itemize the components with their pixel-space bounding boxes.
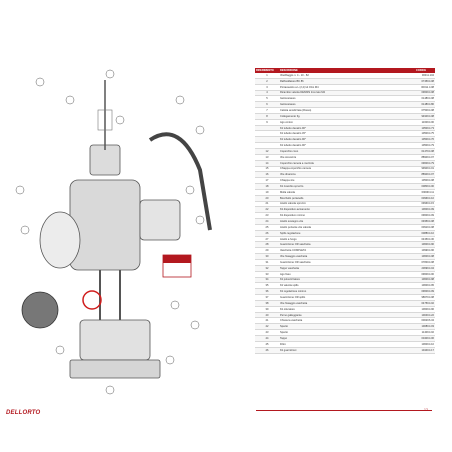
cell-code: 0960K4.09 — [415, 289, 435, 295]
cell-reference: 40 — [255, 312, 279, 318]
cell-description: Gettonetasso — [279, 102, 415, 108]
bowl-base — [70, 360, 160, 378]
cell-code: 0750K4.08 — [415, 108, 435, 114]
cell-reference: 14 — [255, 160, 279, 166]
cell-code: 1050K4.08 — [415, 178, 435, 184]
cell-description: Calotta anodizzata (Rosso) — [279, 108, 415, 114]
cell-code: 0002K6.34 — [415, 318, 435, 324]
cell-reference: 21 — [255, 201, 279, 207]
cell-code: 1050K4.76 — [415, 137, 435, 143]
cell-reference: 43 — [255, 330, 279, 336]
cell-code: 0091K4.08 — [415, 224, 435, 230]
cell-code: 9490K4.08 — [415, 113, 435, 119]
cell-reference: 42 — [255, 324, 279, 330]
cell-code: 9867K4.08 — [415, 295, 435, 301]
cell-description: Vite dinamica — [279, 172, 415, 178]
cell-code: 0935K4.08 — [415, 219, 435, 225]
cell-description: Guarnizione OR vaschetta — [279, 260, 415, 266]
cell-description: Guarnizione OR spillo — [279, 295, 415, 301]
cell-code: 0960K4.00 — [415, 271, 435, 277]
cell-reference: 36 — [255, 289, 279, 295]
cell-reference: 18 — [255, 184, 279, 190]
cell-reference: 41 — [255, 318, 279, 324]
cell-code: 0960K4.09 — [415, 213, 435, 219]
cell-code: 0475K4.02 — [415, 300, 435, 306]
cell-description: Spazio — [279, 324, 415, 330]
cell-code: 0080K4.00 — [415, 184, 435, 190]
cell-reference: 15 — [255, 166, 279, 172]
cell-description: Coperchio cono — [279, 148, 415, 154]
cell-code: 8890K4.07 — [415, 172, 435, 178]
exploded-diagram — [0, 60, 250, 400]
cell-description: Anello valvola spruzzo — [279, 201, 415, 207]
cell-description: Kit ricambio spruzzo — [279, 184, 415, 190]
cell-description: Vite/Raggio n. 4 - 10 - 82 — [279, 73, 415, 78]
parts-table — [255, 68, 435, 354]
cell-reference: 31 — [255, 260, 279, 266]
cell-code: 0960K4.11 — [415, 189, 435, 195]
cell-code: 1060K4.98 — [415, 277, 435, 283]
cell-code: 1060K4.96 — [415, 306, 435, 312]
cell-description: Kit otturatore — [279, 306, 415, 312]
cell-description: Chiappa vite — [279, 178, 415, 184]
cell-reference: 20 — [255, 195, 279, 201]
cell-code: 0147K4.08 — [415, 148, 435, 154]
cell-description: Bocchello portanello — [279, 195, 415, 201]
cell-reference: 29 — [255, 248, 279, 254]
cell-reference: 25 — [255, 224, 279, 230]
cell-code: 8890K4.07 — [415, 154, 435, 160]
cell-code: 1050K4.75 — [415, 131, 435, 137]
intake-tube — [140, 200, 180, 240]
cell-reference: 26 — [255, 230, 279, 236]
page-number: 12 — [424, 408, 428, 412]
cell-code: 1004K4.22 — [415, 312, 435, 318]
cell-code: 0960K4.79 — [415, 160, 435, 166]
cell-code: 1060K4.09 — [415, 207, 435, 213]
cell-reference: 4 — [255, 90, 279, 96]
cell-code: 0784K4.08 — [415, 260, 435, 266]
cell-reference: 16 — [255, 172, 279, 178]
cell-code: 0088K4.10 — [415, 230, 435, 236]
cell-description: Chiusura vaschetta — [279, 318, 415, 324]
cell-code: 2069K4.04 — [415, 265, 435, 271]
column-header-code: CODICE — [415, 68, 435, 73]
cell-description: Guarnizione OR vaschetta — [279, 242, 415, 248]
cell-reference: 34 — [255, 277, 279, 283]
cell-reference: 37 — [255, 295, 279, 301]
cell-reference: 30 — [255, 254, 279, 260]
cell-code: 0148K4.80 — [415, 102, 435, 108]
cell-code: 1060K4.08 — [415, 254, 435, 260]
cell-description: Kit guarnizioni — [279, 347, 415, 353]
cell-description: Vite fissaggio vaschetta — [279, 300, 415, 306]
cell-reference: 39 — [255, 306, 279, 312]
cell-code: 1044K4.17 — [415, 347, 435, 353]
cell-code: 0996K4.15 — [415, 201, 435, 207]
cell-description: Kit dispositivo avviamento — [279, 207, 415, 213]
highlight-ring — [83, 291, 101, 309]
cell-reference: 33 — [255, 271, 279, 277]
cell-reference: 28 — [255, 242, 279, 248]
cell-description: Kit polverizzatore — [279, 277, 415, 283]
cell-code: 1060K4.10 — [415, 341, 435, 347]
column-header-reference: RIFERIMENTO — [255, 68, 279, 73]
cell-description: Vaschetta COMPLETA — [279, 248, 415, 254]
cell-reference: 38 — [255, 300, 279, 306]
cell-code: 1160K4.00 — [415, 119, 435, 125]
cell-code: 0040K4.06 — [415, 335, 435, 341]
cell-reference: 46 — [255, 347, 279, 353]
brand-logo: DELLORTO — [6, 410, 41, 416]
cell-reference: 45 — [255, 341, 279, 347]
cell-description: Anello sostegno vite — [279, 219, 415, 225]
cell-description: Spazio — [279, 330, 415, 336]
parts-table-body — [255, 73, 435, 353]
cell-reference: 1 — [255, 73, 279, 78]
cell-description: Kit tubetto decalco 90° — [279, 137, 415, 143]
air-filter-flange — [40, 212, 80, 268]
cell-description: Kit tubetto decalco 45° — [279, 131, 415, 137]
cell-code: 1140K4.02 — [415, 330, 435, 336]
cell-reference: 23 — [255, 213, 279, 219]
cell-reference: 22 — [255, 207, 279, 213]
cell-description: Ricambio valvola DENNIS Inox lato M4 — [279, 90, 415, 96]
cell-reference: 9 — [255, 119, 279, 125]
carburetor-body — [70, 180, 140, 270]
cell-reference: 2 — [255, 78, 279, 84]
cell-reference: 5 — [255, 96, 279, 102]
cell-description: Raffreddatore BK 86 — [279, 78, 415, 84]
cell-code: 00011.4.08 — [415, 84, 435, 90]
cell-description: Filtro — [279, 341, 415, 347]
cell-description: Vite sicurezza — [279, 154, 415, 160]
cell-reference: 7 — [255, 108, 279, 114]
cell-description: Gettonetasso — [279, 96, 415, 102]
cell-code: 1060K4.90 — [415, 242, 435, 248]
cell-description: Molla valvola — [279, 189, 415, 195]
filter-screen — [22, 292, 58, 328]
cell-description: Kit dispositivo minimo — [279, 213, 415, 219]
cell-description: Perno galleggiante — [279, 312, 415, 318]
cell-code: 0096K4.10 — [415, 195, 435, 201]
cell-description: Kit tubetto decalco 90° — [279, 143, 415, 149]
cell-description: Kit valvola spillo — [279, 283, 415, 289]
cell-code: 00011.104 — [415, 73, 435, 78]
cell-description: Anello portante vite valvola — [279, 224, 415, 230]
cell-reference: 8 — [255, 113, 279, 119]
cell-code: 9990K4.01 — [415, 166, 435, 172]
cell-description: Ago fisso — [279, 271, 415, 277]
cell-reference: 32 — [255, 265, 279, 271]
table-row — [255, 347, 435, 353]
cell-description: Vite fissaggio vaschetta — [279, 254, 415, 260]
float-bowl — [80, 320, 150, 360]
cell-description: Kit regolazione minimo — [279, 289, 415, 295]
cell-code: 1050K4.79 — [415, 143, 435, 149]
brand-badge-header — [163, 255, 191, 263]
cell-reference: 3 — [255, 84, 279, 90]
cell-reference: 35 — [255, 283, 279, 289]
cell-description: Portacavetto a L (2,4) kit Ozio M4 — [279, 84, 415, 90]
cell-description: Spillo regolazione — [279, 230, 415, 236]
cell-description: Collegamento fig. — [279, 113, 415, 119]
cell-reference: 17 — [255, 178, 279, 184]
cell-reference: 27 — [255, 236, 279, 242]
cell-code: 1008K4.03 — [415, 324, 435, 330]
cell-code: 0148K4.08 — [415, 96, 435, 102]
cell-reference: 44 — [255, 335, 279, 341]
cell-code: 1099K4.96 — [415, 248, 435, 254]
cell-description: Tappo — [279, 335, 415, 341]
cell-code: 0745K4.08 — [415, 78, 435, 84]
cell-description: Anello a fungo — [279, 236, 415, 242]
cell-code: 0435K4.30 — [415, 236, 435, 242]
cell-description: Tappo vaschetta — [279, 265, 415, 271]
column-header-description: DESCRIZIONE — [279, 68, 415, 73]
cell-reference: 12 — [255, 148, 279, 154]
cell-reference: 13 — [255, 154, 279, 160]
cell-description: Coperchio camera a mezzola — [279, 160, 415, 166]
cell-description: Ago conico — [279, 119, 415, 125]
cell-reference: 19 — [255, 189, 279, 195]
cell-description: Kit tubetto decalco 90° — [279, 125, 415, 131]
cell-code: 1060K4.95 — [415, 283, 435, 289]
cell-code: 0960K4.08 — [415, 90, 435, 96]
cell-description: Chiappa coperchio camera — [279, 166, 415, 172]
cell-reference: 6 — [255, 102, 279, 108]
cell-reference: 24 — [255, 219, 279, 225]
cell-code: 1050K4.73 — [415, 125, 435, 131]
